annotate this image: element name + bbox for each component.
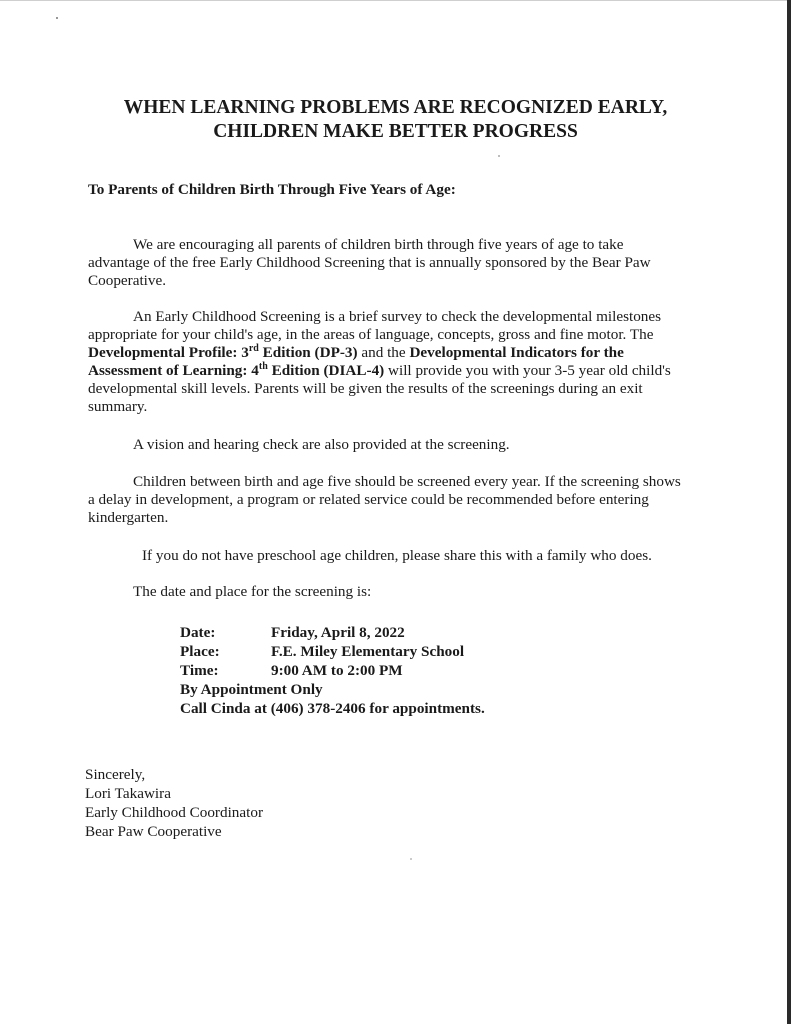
closing-signature — [85, 765, 263, 841]
page-title — [0, 96, 791, 144]
title-line-2: CHILDREN MAKE BETTER PROGRESS — [213, 121, 578, 142]
scan-speck — [498, 155, 500, 157]
time-value: 9:00 AM to 2:00 PM — [271, 662, 403, 679]
place-row — [180, 642, 485, 661]
closing-sincerely: Sincerely, — [85, 766, 146, 783]
paragraph-share: If you do not have preschool age children, please share this with a family who does. — [142, 547, 652, 564]
screening-details — [180, 623, 485, 718]
paragraph-date-place-intro: The date and place for the screening is: — [133, 583, 372, 600]
p2-dp3-title: Developmental Profile: 3rd Edition (DP-3) — [88, 342, 358, 361]
time-label: Time: — [180, 662, 219, 679]
place-label: Place: — [180, 643, 220, 660]
date-label: Date: — [180, 624, 216, 641]
place-value: F.E. Miley Elementary School — [271, 643, 465, 660]
p2-text-1: An Early Childhood Screening is a brief survey to check the developmental milestones appropriate for your child's age, in the areas of language, concepts, gross and fine motor. The — [88, 308, 662, 343]
paragraph-vision-hearing: A vision and hearing check are also provided at the screening. — [133, 436, 510, 453]
p2-text-2: and the — [357, 344, 410, 361]
title-line-1: WHEN LEARNING PROBLEMS ARE RECOGNIZED EARLY, — [123, 97, 668, 118]
call-note: Call Cinda at (406) 378-2406 for appointments. — [180, 700, 485, 717]
signer-name: Lori Takawira — [85, 785, 171, 802]
signer-organization: Bear Paw Cooperative — [85, 823, 222, 840]
p2-text-3: will provide you with your 3-5 year old child's developmental skill levels. Parents will be given the results of the screenings during an exit summary. — [88, 362, 671, 415]
paragraph-screen-every-year: Children between birth and age five should be screened every year. If the screening shows a delay in development, a program or related service could be recommended before entering kindergarten. — [88, 473, 681, 526]
appointment-note: By Appointment Only — [180, 681, 323, 698]
date-value: Friday, April 8, 2022 — [271, 624, 405, 641]
signer-role: Early Childhood Coordinator — [85, 804, 264, 821]
scan-speck — [56, 17, 58, 19]
scan-top-edge — [0, 0, 791, 1]
p2-dial4-title: Developmental Indicators for the Assessment of Learning: 4th Edition (DIAL-4) — [88, 344, 624, 379]
date-row — [180, 623, 485, 642]
salutation: To Parents of Children Birth Through Five Years of Age: — [88, 181, 456, 198]
paragraph-intro: We are encouraging all parents of children birth through five years of age to take advantage of the free Early Childhood Screening that is annually sponsored by the Bear Paw Cooperative. — [88, 236, 651, 289]
paragraph-screening-description — [88, 308, 688, 416]
scan-right-edge — [787, 0, 791, 1024]
scan-speck — [410, 858, 412, 860]
time-row — [180, 661, 485, 680]
